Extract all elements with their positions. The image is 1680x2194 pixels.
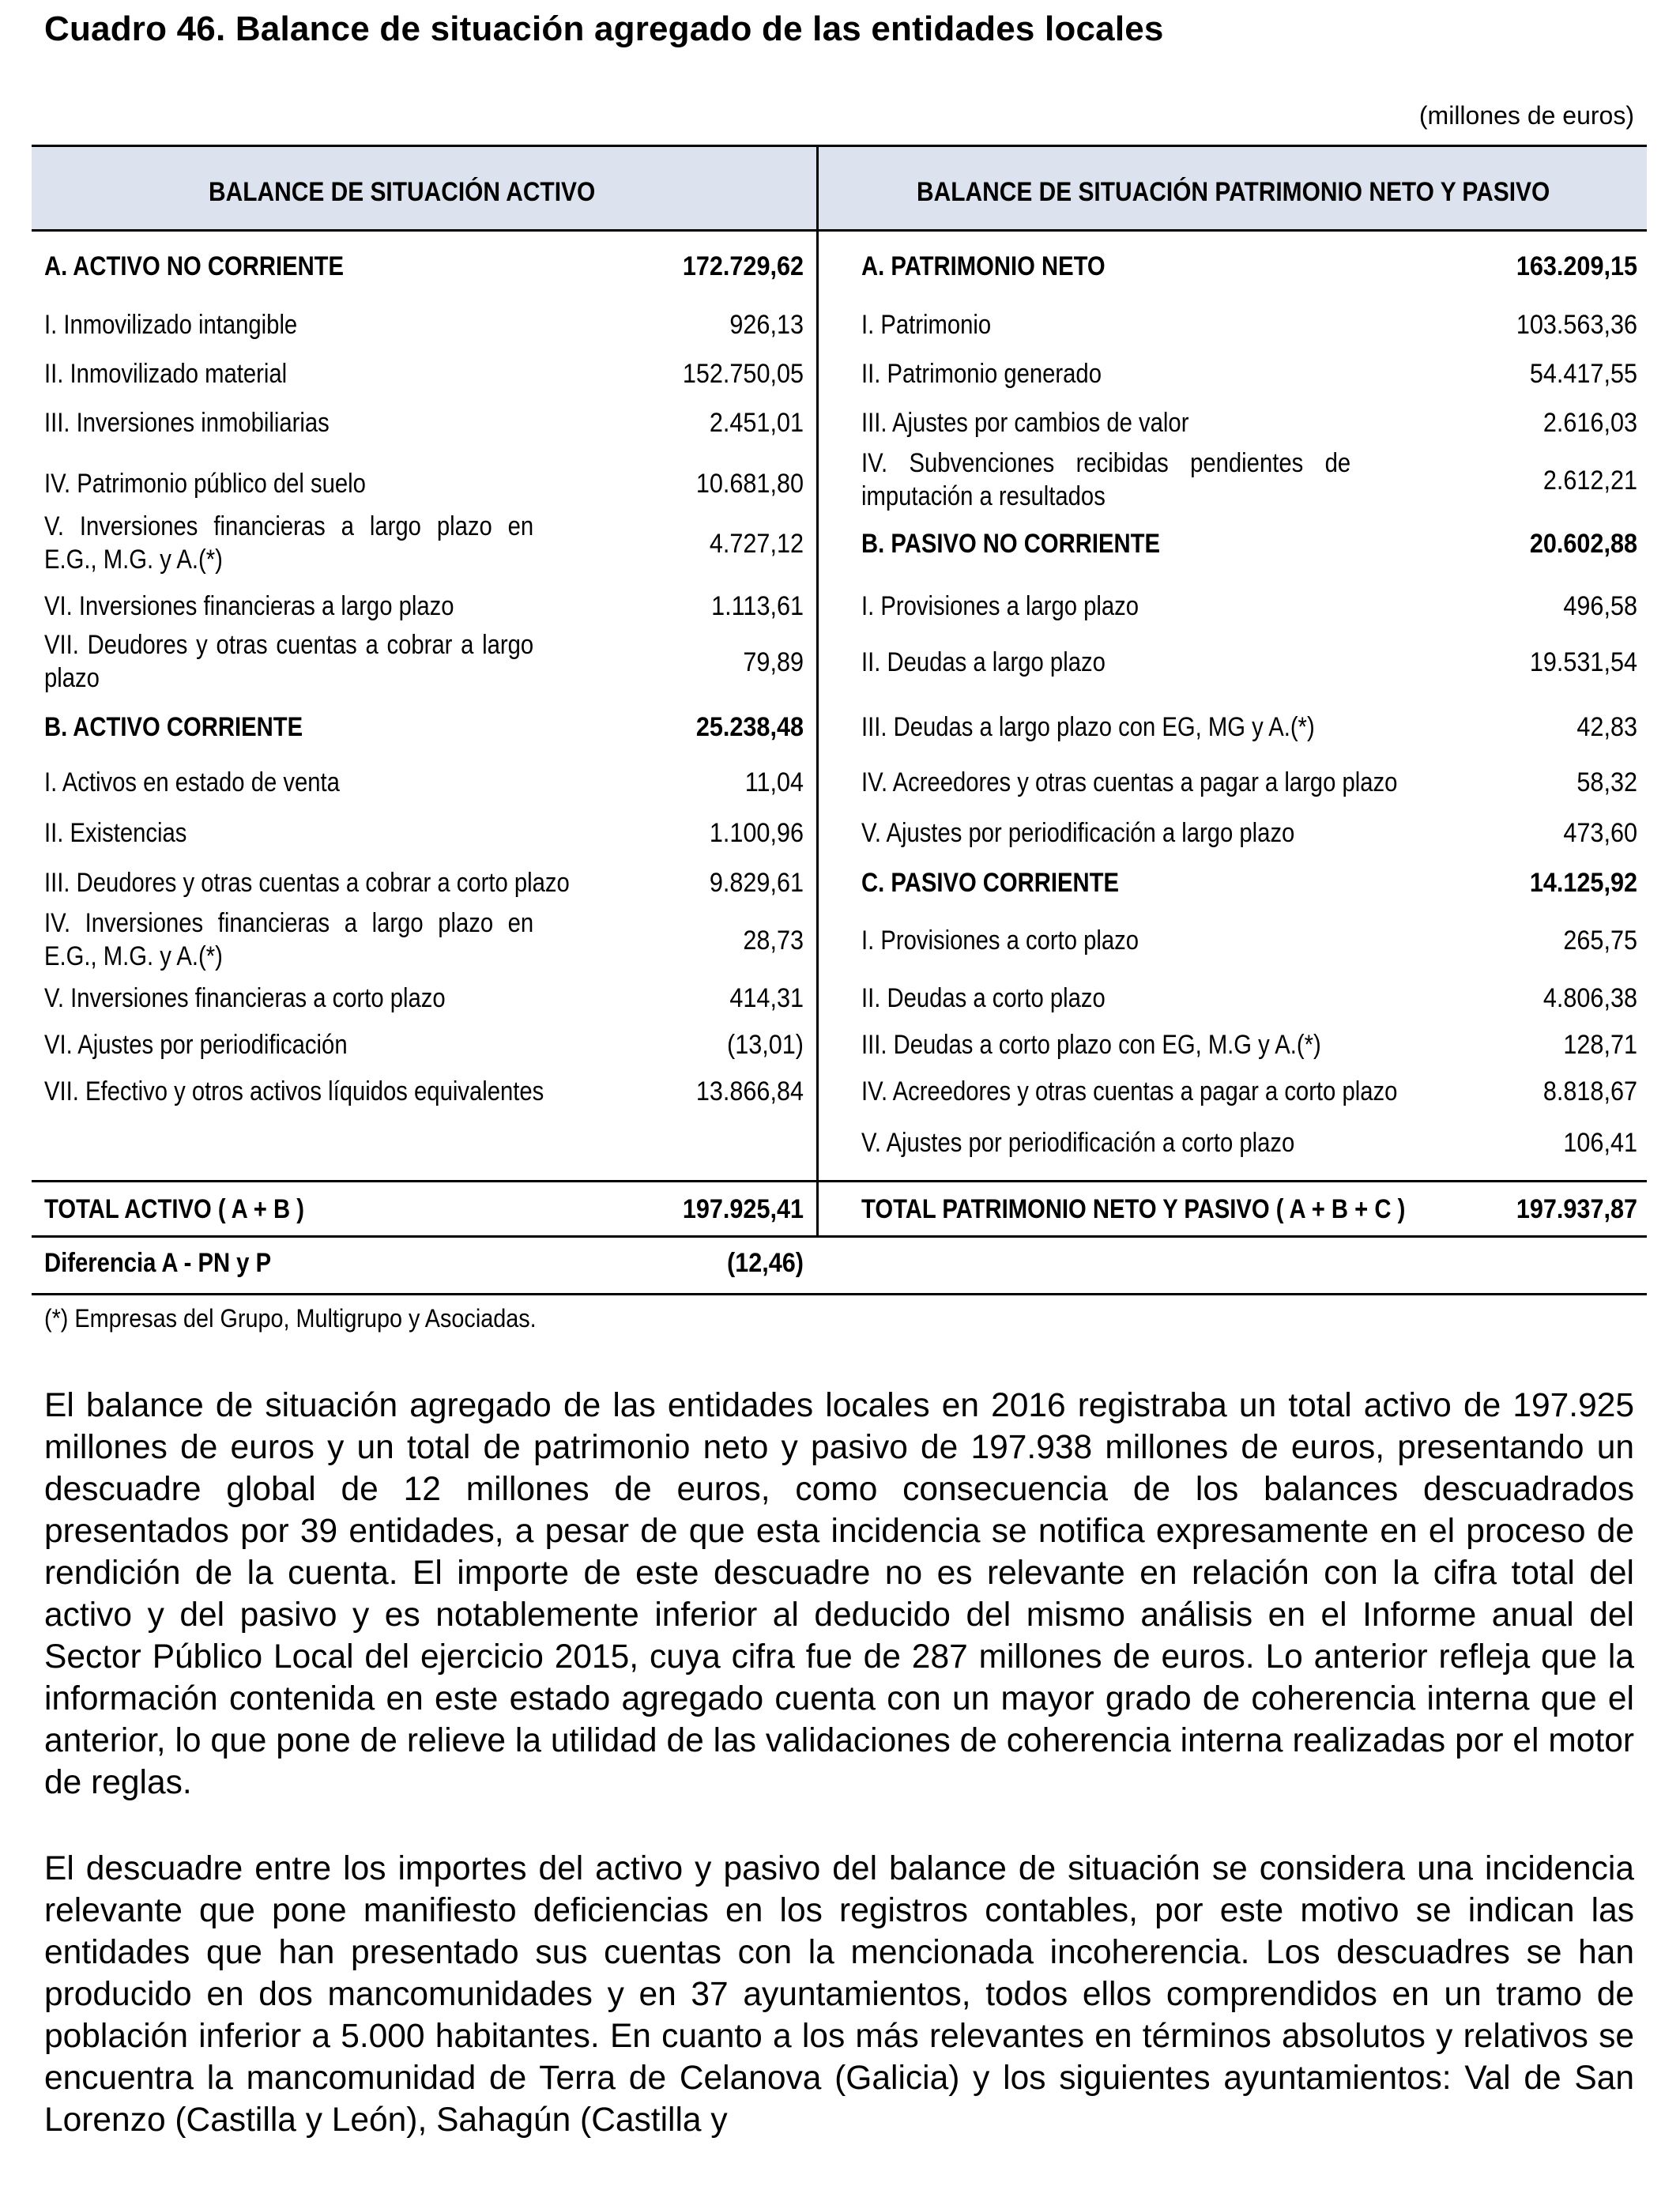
paragraph-2: El descuadre entre los importes del activo y pasivo del balance de situación se considera una incidencia relevante que pone manifiesto deficiencias en los registros contables, por este motivo se indican las entidades que han presentado sus cuentas con la mencionada incoherencia. Los descuadres se han producido en dos mancomunidades y en 37 ayuntamientos, todos ellos comprendidos en un tramo de población inferior a 5.000 habitantes. En cuanto a los más relevantes en términos absolutos y relativos se encuentra la mancomunidad de Terra de Celanova (Galicia) y los siguientes ayuntamientos: Val de San Lorenzo (Castilla y León), Sahagún (Castilla y bbox=[44, 1850, 1634, 2139]
right-value: 54.417,55 bbox=[1529, 359, 1637, 389]
right-value: 19.531,54 bbox=[1529, 647, 1637, 677]
left-value: 79,89 bbox=[743, 647, 804, 677]
header-assets: BALANCE DE SITUACIÓN ACTIVO bbox=[209, 177, 596, 207]
right-row bbox=[861, 982, 1145, 1015]
left-label: B. ACTIVO CORRIENTE bbox=[44, 712, 303, 742]
right-row bbox=[861, 250, 1145, 283]
left-label: I. Inmovilizado intangible bbox=[44, 310, 298, 340]
right-value: 20.602,88 bbox=[1529, 529, 1637, 559]
right-row bbox=[861, 447, 1430, 513]
total-equity-liabilities-label: TOTAL PATRIMONIO NETO Y PASIVO ( A + B + C ) bbox=[861, 1194, 1406, 1224]
left-label: VI. Inversiones financieras a largo plazo bbox=[44, 591, 454, 621]
right-value: 128,71 bbox=[1563, 1030, 1637, 1060]
table-title: Cuadro 46. Balance de situación agregado de las entidades locales bbox=[44, 9, 1164, 48]
left-label: II. Existencias bbox=[44, 818, 187, 848]
right-row bbox=[861, 1126, 1365, 1159]
left-value: 1.113,61 bbox=[711, 591, 804, 621]
difference-row bbox=[44, 1246, 308, 1280]
right-value: 58,32 bbox=[1576, 767, 1637, 797]
left-row bbox=[44, 766, 388, 799]
left-value: 152.750,05 bbox=[682, 359, 804, 389]
left-row bbox=[44, 357, 326, 390]
left-label: III. Deudores y otras cuentas a cobrar a corto plazo bbox=[44, 868, 570, 898]
left-value: 926,13 bbox=[729, 310, 804, 340]
left-row bbox=[44, 866, 655, 899]
right-value: 42,83 bbox=[1576, 712, 1637, 742]
right-label: I. Provisiones a corto plazo bbox=[861, 925, 1139, 956]
table-bottom-rule bbox=[32, 1293, 1647, 1295]
right-value: 14.125,92 bbox=[1529, 868, 1637, 898]
column-separator bbox=[816, 145, 819, 1235]
left-value: 4.727,12 bbox=[709, 529, 804, 559]
left-row bbox=[44, 982, 510, 1015]
right-label: IV. Acreedores y otras cuentas a pagar a largo plazo bbox=[861, 767, 1398, 797]
total-assets-value: 197.925,41 bbox=[682, 1194, 804, 1224]
right-label: V. Ajustes por periodificación a corto plazo bbox=[861, 1128, 1295, 1158]
footnote: (*) Empresas del Grupo, Multigrupo y Asociadas. bbox=[44, 1304, 537, 1333]
right-value: 265,75 bbox=[1563, 925, 1637, 956]
right-label: A. PATRIMONIO NETO bbox=[861, 251, 1106, 281]
left-row bbox=[44, 907, 613, 973]
balance-table bbox=[32, 145, 1647, 1318]
left-label: IV. Patrimonio público del suelo bbox=[44, 469, 366, 499]
right-row bbox=[861, 1075, 1485, 1108]
left-value: 11,04 bbox=[744, 767, 804, 797]
left-row bbox=[44, 590, 521, 623]
right-label: V. Ajustes por periodificación a largo plazo bbox=[861, 818, 1295, 848]
right-row bbox=[861, 646, 1145, 679]
right-row bbox=[861, 308, 1012, 341]
right-label: III. Deudas a largo plazo con EG, MG y A.(*) bbox=[861, 712, 1315, 742]
left-row bbox=[44, 510, 613, 576]
left-label: V. Inversiones financieras a corto plazo bbox=[44, 983, 446, 1013]
difference-value: (12,46) bbox=[727, 1248, 804, 1278]
left-value: 9.829,61 bbox=[709, 868, 804, 898]
right-value: 4.806,38 bbox=[1543, 983, 1637, 1013]
right-row bbox=[861, 766, 1485, 799]
right-row bbox=[861, 866, 1161, 899]
right-label: II. Deudas a corto plazo bbox=[861, 983, 1106, 1013]
right-row bbox=[861, 406, 1242, 439]
total-assets-label: TOTAL ACTIVO ( A + B ) bbox=[44, 1194, 304, 1224]
paragraph-1: El balance de situación agregado de las entidades locales en 2016 registraba un total activo de 197.925 millones de euros y un total de patrimonio neto y pasivo de 197.938 millones de euros, presentando un descuadre global de 12 millones de euros, como consecuencia de los balances descuadrados presentados por 39 entidades, a pesar de que esta incidencia se notifica expresamente en el proceso de rendición de la cuenta. El importe de este descuadre no es relevante en relación con la cifra total del activo y del pasivo y es notablemente inferior al deducido del mismo análisis en el Informe anual del Sector Público Local del ejercicio 2015, cuya cifra fue de 287 millones de euros. Lo anterior refleja que la información contenida en este estado agregado cuenta con un mayor grado de coherencia interna que el anterior, lo que pone de relieve la utilidad de las validaciones de coherencia interna realizadas por el motor de reglas. bbox=[44, 1387, 1634, 1801]
right-row bbox=[861, 711, 1388, 744]
left-row bbox=[44, 250, 393, 283]
right-value: 163.209,15 bbox=[1516, 251, 1637, 281]
left-label: IV. Inversiones financieras a largo plazo en E.G., M.G. y A.(*) bbox=[44, 908, 534, 971]
left-value: 414,31 bbox=[729, 983, 804, 1013]
total-equity-liabilities-row bbox=[861, 1193, 1494, 1226]
table-header bbox=[32, 145, 1647, 232]
left-row bbox=[44, 406, 376, 439]
header-equity-liabilities: BALANCE DE SITUACIÓN PATRIMONIO NETO Y PASIVO bbox=[917, 177, 1550, 207]
right-label: IV. Acreedores y otras cuentas a pagar a corto plazo bbox=[861, 1076, 1398, 1106]
right-row bbox=[861, 357, 1140, 390]
total-rule-bottom bbox=[32, 1235, 1647, 1238]
right-label: II. Deudas a largo plazo bbox=[861, 647, 1106, 677]
right-label: I. Provisiones a largo plazo bbox=[861, 591, 1139, 621]
right-value: 496,58 bbox=[1563, 591, 1637, 621]
left-value: 172.729,62 bbox=[682, 251, 804, 281]
right-row bbox=[861, 816, 1365, 850]
left-label: V. Inversiones financieras a largo plazo en E.G., M.G. y A.(*) bbox=[44, 511, 534, 575]
units-note: (millones de euros) bbox=[1418, 101, 1634, 130]
left-value: 28,73 bbox=[743, 925, 804, 956]
right-label: B. PASIVO NO CORRIENTE bbox=[861, 529, 1160, 559]
left-label: VII. Deudores y otras cuentas a cobrar a largo plazo bbox=[44, 630, 534, 693]
difference-label: Diferencia A - PN y P bbox=[44, 1248, 272, 1278]
left-label: VI. Ajustes por periodificación bbox=[44, 1030, 348, 1060]
right-row bbox=[861, 527, 1209, 560]
right-label: II. Patrimonio generado bbox=[861, 359, 1102, 389]
left-row bbox=[44, 1075, 625, 1108]
right-value: 103.563,36 bbox=[1516, 310, 1637, 340]
right-label: IV. Subvenciones recibidas pendientes de imputación a resultados bbox=[861, 448, 1351, 511]
right-value: 2.612,21 bbox=[1543, 466, 1637, 496]
right-value: 8.818,67 bbox=[1543, 1076, 1637, 1106]
left-label: III. Inversiones inmobiliarias bbox=[44, 408, 330, 438]
right-label: C. PASIVO CORRIENTE bbox=[861, 868, 1120, 898]
left-label: A. ACTIVO NO CORRIENTE bbox=[44, 251, 345, 281]
left-label: I. Activos en estado de venta bbox=[44, 767, 340, 797]
left-value: 2.451,01 bbox=[709, 408, 804, 438]
left-value: 10.681,80 bbox=[695, 469, 804, 499]
left-label: II. Inmovilizado material bbox=[44, 359, 288, 389]
right-label: I. Patrimonio bbox=[861, 310, 992, 340]
right-value: 473,60 bbox=[1563, 818, 1637, 848]
total-rule-top bbox=[32, 1180, 1647, 1182]
total-equity-liabilities-value: 197.937,87 bbox=[1516, 1194, 1637, 1224]
left-row bbox=[44, 711, 345, 744]
right-value: 106,41 bbox=[1563, 1128, 1637, 1158]
left-row bbox=[44, 816, 210, 850]
left-value: 13.866,84 bbox=[695, 1076, 804, 1106]
right-row bbox=[861, 1028, 1396, 1061]
right-row bbox=[861, 590, 1184, 623]
right-label: III. Deudas a corto plazo con EG, M.G y A.(*) bbox=[861, 1030, 1321, 1060]
right-label: III. Ajustes por cambios de valor bbox=[861, 408, 1189, 438]
right-value: 2.616,03 bbox=[1543, 408, 1637, 438]
left-row bbox=[44, 628, 613, 695]
left-row bbox=[44, 467, 418, 500]
total-assets-row bbox=[44, 1193, 347, 1226]
left-value: 1.100,96 bbox=[709, 818, 804, 848]
left-value: 25.238,48 bbox=[695, 712, 804, 742]
left-row bbox=[44, 1028, 397, 1061]
right-row bbox=[861, 924, 1184, 957]
left-label: VII. Efectivo y otros activos líquidos equivalentes bbox=[44, 1076, 544, 1106]
left-value: (13,01) bbox=[727, 1030, 804, 1060]
left-row bbox=[44, 308, 338, 341]
